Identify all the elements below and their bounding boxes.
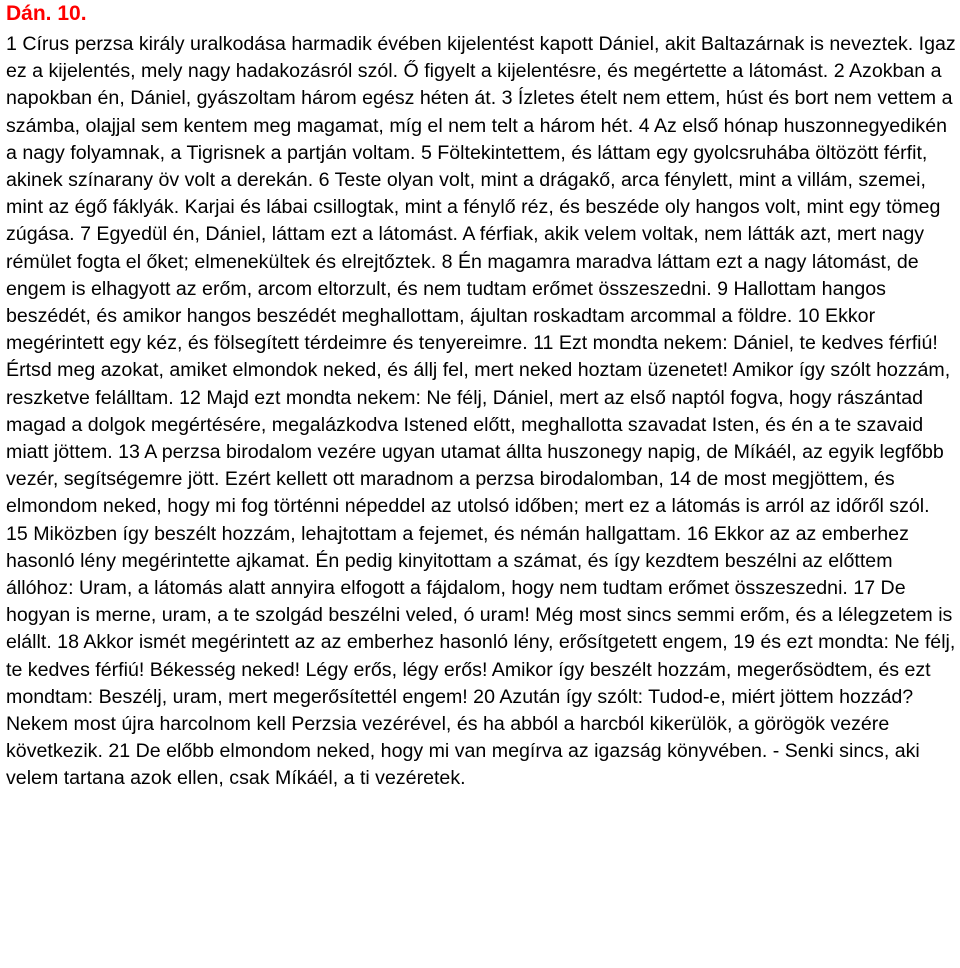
chapter-heading: Dán. 10. bbox=[6, 2, 87, 25]
chapter-text: 1 Círus perzsa király uralkodása harmadik évében kijelentést kapott Dániel, akit Baltazárnak is neveztek. Igaz ez a kijelentés, mely nagy hadakozásról szól. Ő figyelt a kijelentésre, és megértette a látomást. 2 Azokban a napokban én, Dániel, gyászoltam három egész héten át. 3 Ízletes ételt nem ettem, húst és bort nem vettem a számba, olajjal sem kentem meg magamat, míg el nem telt a három hét. 4 Az első hónap huszonnegyedikén a nagy folyamnak, a Tigrisnek a partján voltam. 5 Föltekintettem, és láttam egy gyolcsruhába öltözött férfit, akinek színarany öv volt a derekán. 6 Teste olyan volt, mint a drágakő, arca fénylett, mint a villám, szemei, mint az égő fáklyák. Karjai és lábai csillogtak, mint a fénylő réz, és beszéde oly hangos volt, mint egy tömeg zúgása. 7 Egyedül én, Dániel, láttam ezt a látomást. A férfiak, akik velem voltak, nem látták azt, mert nagy rémület fogta el őket; elmenekültek és elrejtőztek. 8 Én magamra maradva láttam ezt a nagy látomást, de engem is elhagyott az erőm, arcom eltorzult, és nem tudtam erőmet összeszedni. 9 Hallottam hangos beszédét, és amikor hangos beszédét meghallottam, ájultan roskadtam arcommal a földre. 10 Ekkor megérintett egy kéz, és fölsegített térdeimre és tenyereimre. 11 Ezt mondta nekem: Dániel, te kedves férfiú! Értsd meg azokat, amiket elmondok neked, és állj fel, mert neked hoztam üzenetet! Amikor így szólt hozzám, reszketve felálltam. 12 Majd ezt mondta nekem: Ne félj, Dániel, mert az első naptól fogva, hogy rászántad magad a dolgok megértésére, megalázkodva Istened előtt, meghallotta szavadat Isten, és én a te szavaid miatt jöttem. 13 A perzsa birodalom vezére ugyan utamat állta huszonegy napig, de Míkáél, az egyik legfőbb vezér, segítségemre jött. Ezért kellett ott maradnom a perzsa birodalomban, 14 de most megjöttem, és elmondom neked, hogy mi fog történni népeddel az utolsó időben; mert ez a látomás is arról az időről szól. 15 Miközben így beszélt hozzám, lehajtottam a fejemet, és némán hallgattam. 16 Ekkor az az emberhez hasonló lény megérintette ajkamat. Én pedig kinyitottam a számat, és így kezdtem beszélni az előttem állóhoz: Uram, a látomás alatt annyira elfogott a fájdalom, hogy nem tudtam erőmet összeszedni. 17 De hogyan is merne, uram, a te szolgád beszélni veled, ó uram! Még most sincs semmi erőm, és a lélegzetem is elállt. 18 Akkor ismét megérintett az az emberhez hasonló lény, erősítgetett engem, 19 és ezt mondta: Ne félj, te kedves férfiú! Békesség neked! Légy erős, légy erős! Amikor így beszélt hozzám, megerősödtem, és ezt mondtam: Beszélj, uram, mert megerősítettél engem! 20 Azután így szólt: Tudod-e, miért jöttem hozzád? Nekem most újra harcolnom kell Perzsia vezérével, és ha abból a harcból kikerülök, a görögök vezére következik. 21 De előbb elmondom neked, hogy mi van megírva az igazság könyvében. - Senki sincs, aki velem tartana azok ellen, csak Míkáél, a ti vezéretek. bbox=[6, 33, 956, 790]
document-page bbox=[6, 0, 956, 968]
